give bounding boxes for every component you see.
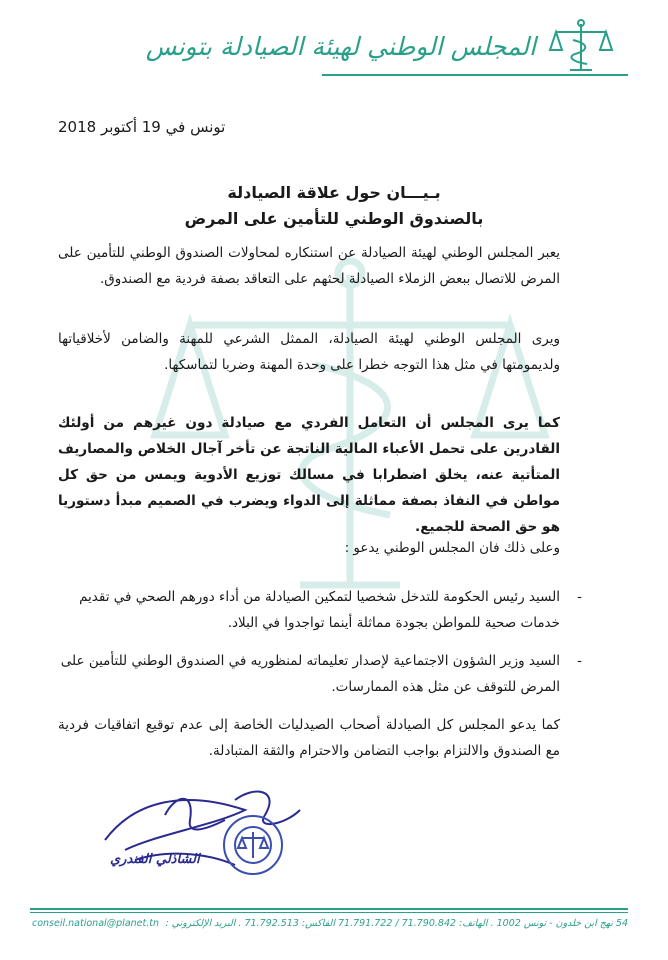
footer-contact [32, 918, 628, 929]
paragraph-4: وعلى ذلك فان المجلس الوطني يدعو : [344, 540, 560, 556]
signatory-name: الشاذلي الفندري [110, 852, 200, 867]
statement-title [60, 180, 608, 232]
footer-divider-thin [30, 912, 628, 913]
letterhead [145, 18, 628, 78]
paragraph-3: كما يرى المجلس أن التعامل الفردي مع صيادلة دون غيرهم من أولئك القادرين على تحمل الأعباء المالية الناتجة عن تأخر آجال الخلاص والمصاريف المتأتية عنه، يخلق اضطرابا في مسالك توزيع الأدوية ويمس من حق كل مواطن في النفاذ بصفة مماثلة إلى الدواء ويضرب في الصميم مبدأ دستوريا هو حق الصحة للجميع. [58, 415, 560, 535]
bullet-marker: - [577, 653, 582, 669]
footer-address: 54 نهج ابن خلدون - تونس 1002 . الهاتف: 71.790.842 / 71.791.722 الفاكس: 71.792.513 . البريد الإلكتروني : [165, 918, 628, 929]
bullet-item-1 [58, 584, 582, 636]
footer-email[interactable]: conseil.national@planet.tn [32, 918, 159, 929]
official-stamp [222, 814, 284, 876]
footer-divider [30, 908, 628, 910]
header-divider [322, 74, 628, 76]
organization-name: المجلس الوطني لهيئة الصيادلة بتونس [145, 32, 536, 61]
pharmacy-scales-emblem-icon [546, 18, 616, 76]
bullet-text-1: السيد رئيس الحكومة للتدخل شخصيا لتمكين الصيادلة من أداء دورهم الصحي في تقديم خدمات صحية للمواطن بجودة مماثلة أينما تواجدوا في البلاد. [79, 589, 560, 631]
bullet-text-2: السيد وزير الشؤون الاجتماعية لإصدار تعليماته لمنظوريه في الصندوق الوطني للتأمين على المرض للتوقف عن مثل هذه الممارسات. [60, 653, 560, 695]
bullet-marker: - [577, 589, 582, 605]
title-line-1: بـيـــان حول علاقة الصيادلة [227, 183, 441, 202]
title-line-2: بالصندوق الوطني للتأمين على المرض [184, 209, 484, 228]
bullet-item-2 [58, 648, 582, 700]
paragraph-5: كما يدعو المجلس كل الصيادلة أصحاب الصيدليات الخاصة إلى عدم توقيع اتفاقيات فردية مع الصندوق والالتزام بواجب التضامن والاحترام والثقة المتبادلة. [58, 717, 560, 759]
paragraph-1: يعبر المجلس الوطني لهيئة الصيادلة عن استنكاره لمحاولات الصندوق الوطني للتأمين على المرض للاتصال ببعض الزملاء الصيادلة لحثهم على التعاقد بصفة فردية مع الصندوق. [58, 245, 560, 287]
letter-date: تونس في 19 أكتوبر 2018 [58, 118, 226, 136]
paragraph-2: ويرى المجلس الوطني لهيئة الصيادلة، الممثل الشرعي للمهنة والضامن لأخلاقياتها ولديمومتها في مثل هذا التوجه خطرا على وحدة المهنة وضربا لتماسكها. [58, 331, 560, 373]
